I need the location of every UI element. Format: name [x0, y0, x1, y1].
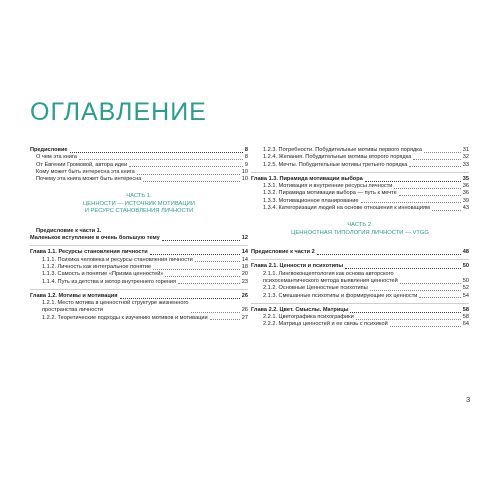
toc-entry[interactable]	[30, 257, 248, 264]
toc-entry[interactable]	[30, 154, 248, 161]
dot-leader	[419, 297, 460, 298]
toc-entry-title: 1.2.3. Потребности. Побудительные мотивы первого порядка	[263, 147, 422, 153]
toc-entry-title: Предисловие к части 2	[251, 249, 315, 256]
toc-page-number: 36	[462, 183, 469, 190]
toc-entry[interactable]	[251, 162, 469, 169]
toc-chapter-entry[interactable]	[30, 235, 248, 242]
part-heading-line: ЦЕННОСТНАЯ ТИПОЛОГИЯ ЛИЧНОСТИ — VTGG	[291, 229, 429, 236]
toc-separator	[30, 245, 248, 246]
toc-page-number: 8	[244, 147, 248, 153]
toc-page-number: 23	[241, 278, 248, 285]
toc-page-number: 33	[462, 161, 469, 168]
toc-entry-title: Глава 2.1. Ценности и психотипы	[251, 263, 344, 270]
toc-entry[interactable]	[251, 183, 469, 190]
toc-page-number: 26	[241, 307, 248, 314]
dot-leader	[432, 210, 461, 211]
dot-leader	[79, 159, 243, 160]
toc-page-number: 20	[241, 271, 248, 278]
toc-page-number: 9	[244, 161, 248, 168]
toc-left-column	[30, 147, 248, 322]
toc-page-number: 27	[241, 314, 248, 321]
dot-leader	[191, 312, 240, 313]
dot-leader	[70, 152, 243, 153]
toc-separator	[251, 303, 469, 304]
toc-entry[interactable]	[251, 293, 469, 300]
dot-leader	[120, 298, 240, 299]
toc-entry-title: 1.3.3. Мотивационное планирование	[263, 197, 359, 204]
dot-leader	[409, 166, 460, 167]
toc-page-number: 50	[462, 263, 469, 270]
dot-leader	[153, 269, 240, 270]
toc-page-number: 10	[241, 176, 248, 183]
toc-page-number: 50	[462, 277, 469, 284]
toc-entry[interactable]	[251, 205, 469, 212]
dot-leader	[361, 202, 461, 203]
part-heading-line: ЧАСТЬ 1.	[126, 193, 152, 200]
toc-entry[interactable]	[251, 147, 469, 154]
toc-entry-title: Глава 2.2. Цвет. Смыслы. Матрицы	[251, 306, 349, 313]
toc-entry-title: Маленькое вступление в очень большую тему	[30, 235, 160, 242]
toc-page-number: 32	[462, 154, 469, 161]
dot-leader	[162, 240, 240, 241]
toc-entry-title: 1.3.4. Категоризация людей на основе отношения к инновациям	[263, 204, 430, 211]
toc-page-number: 18	[241, 263, 248, 270]
toc-page-number: 26	[241, 292, 248, 299]
page-title: ОГЛАВЛЕНИЕ	[30, 98, 207, 126]
toc-page-number: 14	[241, 256, 248, 263]
toc-entry-title: 1.2.4. Желания. Побудительные мотивы второго порядка	[263, 154, 412, 161]
toc-entry[interactable]	[251, 321, 469, 328]
part-heading-line: И РЕСУРС СТАНОВЛЕНИЯ ЛИЧНОСТИ	[84, 208, 194, 215]
toc-separator	[30, 289, 248, 290]
toc-entry-title: Почему эта книга может быть интересна	[36, 176, 142, 183]
dot-leader	[365, 181, 461, 182]
dot-leader	[350, 312, 460, 313]
dot-leader	[195, 261, 240, 262]
toc-chapter-entry[interactable]	[251, 249, 469, 256]
toc-page-number: 43	[462, 204, 469, 211]
toc-entry[interactable]	[30, 169, 248, 176]
part-heading-line: ЧАСТЬ 2.	[347, 222, 373, 229]
toc-right-column	[251, 147, 469, 329]
toc-page-number: 12	[241, 235, 248, 242]
toc-page-number: 52	[462, 285, 469, 292]
toc-entry[interactable]	[30, 271, 248, 278]
toc-entry-title: 2.2.1. Цветографика психографики	[263, 314, 354, 321]
toc-entry-title: 1.1.4. Путь из детства и мотор внутреннего горения	[42, 278, 177, 285]
toc-entry[interactable]	[251, 154, 469, 161]
toc-entry[interactable]	[30, 162, 248, 169]
toc-entry-title: 1.2.5. Мечты. Побудительные мотивы третьего порядка	[263, 161, 408, 168]
toc-entry[interactable]	[251, 198, 469, 205]
dot-leader	[345, 268, 461, 269]
dot-leader	[370, 290, 461, 291]
toc-entry-title: Кому может быть интересна эта книга	[36, 168, 135, 175]
toc-chapter-entry[interactable]	[251, 176, 469, 183]
page-number: 3	[466, 395, 471, 404]
dot-leader	[210, 319, 240, 320]
toc-page-number: 58	[462, 314, 469, 321]
toc-entry-title: 1.3.2. Пирамида мотивации выбора — путь к мечте	[263, 190, 397, 197]
part-heading-line: ЦЕННОСТИ — ИСТОЧНИК МОТИВАЦИИ	[83, 200, 195, 207]
toc-chapter-entry[interactable]	[251, 307, 469, 314]
toc-entry[interactable]	[251, 271, 469, 286]
toc-separator	[251, 259, 469, 260]
toc-page-number: 8	[244, 154, 248, 161]
toc-entry-title: 2.2.2. Матрица ценностей и ее связь с психикой	[263, 321, 388, 328]
toc-chapter-entry[interactable]	[30, 147, 248, 154]
toc-entry[interactable]	[30, 315, 248, 322]
toc-entry[interactable]	[251, 285, 469, 292]
toc-entry-title: О чем эта книга	[36, 154, 77, 161]
toc-page-number: 35	[462, 175, 469, 182]
toc-entry[interactable]	[30, 300, 248, 315]
part-heading	[251, 222, 469, 237]
toc-entry-title: 2.1.3. Смешанные психотипы и формирующие их ценности	[263, 292, 418, 299]
toc-entry-title: 1.3.1. Мотивация и внутренние ресурсы личности	[263, 183, 393, 190]
toc-entry-title: Глава 1.2. Мотивы и мотивация	[30, 292, 118, 299]
toc-chapter-entry[interactable]	[30, 293, 248, 300]
part-heading	[30, 193, 248, 216]
toc-separator	[251, 172, 469, 173]
toc-page-number: 36	[462, 190, 469, 197]
toc-page-number: 39	[462, 197, 469, 204]
toc-page-number: 31	[462, 147, 469, 153]
toc-entry-title: Предисловие к части 1.	[36, 227, 102, 234]
toc-page-number: 58	[462, 306, 469, 313]
toc-page-number: 14	[241, 249, 248, 256]
toc-entry-title: 1.1.1. Психика человека и ресурсы становления личности	[42, 256, 193, 263]
dot-leader	[129, 166, 243, 167]
toc-entry[interactable]	[251, 190, 469, 197]
toc-entry-title: 1.2.1. Место мотива в ценностной структуре жизненного пространства личности	[42, 300, 189, 314]
dot-leader	[165, 276, 239, 277]
toc-entry[interactable]	[30, 176, 248, 183]
dot-leader	[356, 319, 461, 320]
dot-leader	[399, 195, 461, 196]
toc-page-number: 48	[462, 249, 469, 256]
dot-leader	[424, 152, 461, 153]
toc-chapter-entry[interactable]	[251, 263, 469, 270]
dot-leader	[317, 254, 461, 255]
toc-entry-title: Предисловие	[30, 147, 68, 153]
dot-leader	[394, 188, 460, 189]
toc-entry-title: 1.1.3. Самость и понятие «Призма ценностей»	[42, 271, 164, 278]
toc-entry-title: Глава 1.1. Ресурсы становления личности	[30, 249, 148, 256]
toc-entry-title: Глава 1.3. Пирамида мотивации выбора	[251, 175, 363, 182]
toc-entry-title: 2.1.2. Основные Ценностные психотипы	[263, 285, 368, 292]
toc-entry[interactable]	[30, 279, 248, 286]
dot-leader	[150, 254, 240, 255]
toc-entry-title: 2.1.1. Лингвоконцептология как основа авторского психосемантического метода выявления ценностей	[263, 270, 398, 284]
toc-page-number: 64	[462, 321, 469, 328]
toc-entry-title: 1.2.2. Теоретические подходы к изучению мотивов и мотивации	[42, 314, 208, 321]
toc-entry-title: 1.1.2. Личность как интегральное понятие	[42, 263, 152, 270]
dot-leader	[178, 283, 240, 284]
dot-leader	[400, 283, 461, 284]
toc-page-number: 10	[241, 168, 248, 175]
dot-leader	[143, 181, 239, 182]
dot-leader	[413, 159, 460, 160]
toc-page-number: 54	[462, 292, 469, 299]
dot-leader	[390, 326, 461, 327]
toc-chapter-entry[interactable]	[30, 249, 248, 256]
toc-entry-title: От Евгении Громовой, автора идеи	[36, 161, 128, 168]
dot-leader	[137, 174, 240, 175]
